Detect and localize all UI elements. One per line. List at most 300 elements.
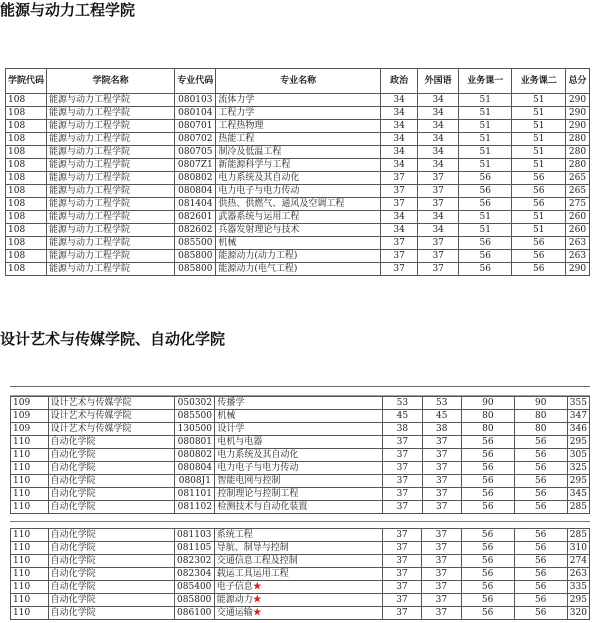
cell-text: 37 <box>435 595 448 605</box>
cell-text: 34 <box>432 160 444 170</box>
cell-major-name <box>214 555 382 568</box>
cell-text: 56 <box>479 251 491 261</box>
cell-text: 能源与动力工程学院 <box>49 199 131 209</box>
cell-total <box>565 198 589 211</box>
cell-college-code <box>6 224 47 237</box>
cell-college-name <box>47 211 175 224</box>
cell-college-code <box>11 594 49 607</box>
cell-text: 56 <box>534 530 547 540</box>
cell-politics <box>380 263 417 276</box>
table-row <box>11 488 590 501</box>
cell-text: 制冷及低温工程 <box>218 147 282 157</box>
cell-text: 110 <box>13 463 31 473</box>
cell-text: 110 <box>13 502 31 512</box>
cell-major-code <box>174 555 214 568</box>
cell-text: 34 <box>432 147 444 157</box>
cell-course-one <box>461 475 514 488</box>
cell-major-code <box>174 581 214 594</box>
cell-college-code <box>11 449 49 462</box>
cell-major-name <box>215 449 383 462</box>
cell-major-code <box>175 263 216 276</box>
cell-text: 295 <box>569 595 587 605</box>
cell-course-one <box>459 94 512 107</box>
cell-major-name <box>216 237 381 250</box>
cell-text: 56 <box>535 489 547 499</box>
cell-text: 34 <box>393 134 405 144</box>
cell-major-code <box>174 607 214 620</box>
cell-text: 能源与动力工程学院 <box>49 147 131 157</box>
cell-text: 56 <box>535 476 547 486</box>
cell-foreign-language <box>422 594 461 607</box>
cell-course-two <box>512 172 565 185</box>
cell-text: 37 <box>396 608 408 618</box>
table-row <box>11 462 590 475</box>
cell-text: 机械 <box>217 411 236 421</box>
cell-text: 能源与动力工程学院 <box>49 134 131 144</box>
cell-text: 80 <box>535 411 547 421</box>
cell-text: 能源动力(电气工程) <box>218 264 298 274</box>
cell-text: 110 <box>13 543 31 553</box>
cell-text: 武器系统与运用工程 <box>218 212 300 222</box>
cell-foreign-language <box>422 568 461 581</box>
cell-foreign-language <box>422 423 461 436</box>
cell-college-code <box>6 94 47 107</box>
cell-total <box>565 211 589 224</box>
cell-text: 53 <box>396 398 409 408</box>
table-row <box>11 436 590 449</box>
cell-politics <box>382 529 421 542</box>
cell-text: 275 <box>568 199 587 209</box>
cell-college-code <box>6 172 47 185</box>
cell-text: 56 <box>482 502 494 512</box>
table-row <box>6 159 590 172</box>
table-row <box>6 107 590 120</box>
cell-text: 0807Z1 <box>177 160 213 170</box>
cell-text: 081101 <box>177 489 213 499</box>
cell-college-code <box>11 410 49 423</box>
table-row <box>11 594 590 607</box>
cell-college-code <box>11 488 49 501</box>
cell-major-name <box>216 107 381 120</box>
cell-text: 检测技术与自动化装置 <box>217 502 308 512</box>
cell-foreign-language <box>422 410 461 423</box>
cell-politics <box>383 488 422 501</box>
cell-text: 34 <box>432 121 444 131</box>
cell-college-name <box>48 555 174 568</box>
header-major-code: 专业代码 <box>175 69 216 94</box>
cell-text: 自动化学院 <box>50 582 96 592</box>
cell-text: 109 <box>13 411 31 421</box>
table-header-row <box>6 69 590 94</box>
cell-text: 108 <box>8 251 26 261</box>
table-row <box>11 410 590 423</box>
cell-text: 51 <box>533 95 545 105</box>
table-row <box>6 211 590 224</box>
cell-college-name <box>48 462 175 475</box>
cell-text: 260 <box>568 212 587 222</box>
cell-text: 56 <box>479 264 491 274</box>
cell-foreign-language <box>422 436 461 449</box>
cell-major-code <box>175 237 216 250</box>
cell-text: 050302 <box>177 398 213 408</box>
cell-major-name <box>216 133 381 146</box>
star-icon: ★ <box>252 595 262 605</box>
cell-course-one <box>459 107 512 120</box>
cell-college-code <box>11 542 49 555</box>
cell-college-code <box>11 462 49 475</box>
cell-text: 56 <box>533 238 545 248</box>
cell-text: 085400 <box>177 582 212 592</box>
header-college-name: 学院名称 <box>47 69 175 94</box>
cell-course-two <box>512 107 565 120</box>
cell-text: 控制理论与控制工程 <box>217 489 299 499</box>
cell-text: 能源与动力工程学院 <box>49 264 131 274</box>
cell-politics <box>380 107 417 120</box>
header-college-code: 学院代码 <box>6 69 47 94</box>
cell-course-two <box>514 542 567 555</box>
cell-text: 交通运输 <box>216 608 253 618</box>
cell-text: 51 <box>479 108 491 118</box>
cell-text: 56 <box>535 502 547 512</box>
table-row <box>6 172 590 185</box>
cell-text: 108 <box>8 95 26 105</box>
cell-foreign-language <box>418 159 459 172</box>
cell-text: 51 <box>479 212 491 222</box>
cell-foreign-language <box>418 146 459 159</box>
cell-major-name <box>214 568 382 581</box>
cell-text: 热能工程 <box>218 134 255 144</box>
cell-text: 电力电子与电力传动 <box>217 463 299 473</box>
cell-college-name <box>48 542 174 555</box>
cell-foreign-language <box>422 501 461 514</box>
cell-college-name <box>47 198 175 211</box>
cell-major-code <box>175 436 215 449</box>
cell-course-two <box>512 198 565 211</box>
cell-major-name <box>216 263 381 276</box>
cell-college-name <box>47 120 175 133</box>
cell-course-one <box>459 133 512 146</box>
cell-college-name <box>48 397 175 410</box>
cell-college-name <box>48 529 174 542</box>
table-row <box>6 224 590 237</box>
cell-foreign-language <box>418 211 459 224</box>
cell-text: 80 <box>482 424 494 434</box>
cell-text: 265 <box>568 173 587 183</box>
cell-total <box>565 94 589 107</box>
cell-text: 80 <box>482 411 494 421</box>
table-row <box>6 120 590 133</box>
cell-text: 56 <box>535 437 547 447</box>
cell-text: 108 <box>8 186 26 196</box>
cell-college-name <box>47 172 175 185</box>
cell-text: 082602 <box>178 225 213 235</box>
cell-course-one <box>459 224 512 237</box>
cell-text: 新能源科学与工程 <box>218 160 291 170</box>
cell-college-code <box>6 133 47 146</box>
header-course-one: 业务课一 <box>459 69 512 94</box>
cell-text: 45 <box>396 411 409 421</box>
cell-course-two <box>514 475 567 488</box>
cell-politics <box>380 146 417 159</box>
cell-course-one <box>459 159 512 172</box>
cell-text: 37 <box>393 173 405 183</box>
cell-text: 080103 <box>178 95 213 105</box>
cell-text: 081103 <box>177 530 212 540</box>
cell-politics <box>380 198 417 211</box>
cell-course-one <box>461 436 514 449</box>
cell-course-one <box>459 250 512 263</box>
cell-text: 081105 <box>177 543 212 553</box>
cell-text: 自动化学院 <box>50 476 96 486</box>
cell-total <box>565 133 589 146</box>
cell-text: 34 <box>432 108 444 118</box>
cell-text: 085500 <box>177 411 213 421</box>
cell-text: 110 <box>13 608 31 618</box>
cell-major-code <box>175 410 215 423</box>
cell-text: 37 <box>435 608 448 618</box>
cell-text: 56 <box>482 476 494 486</box>
cell-text: 传播学 <box>217 398 245 408</box>
cell-politics <box>380 133 417 146</box>
cell-politics <box>382 555 421 568</box>
cell-course-two <box>514 462 567 475</box>
cell-total <box>565 237 589 250</box>
cell-text: 51 <box>479 225 491 235</box>
cell-text: 34 <box>393 225 405 235</box>
cell-text: 56 <box>479 186 491 196</box>
cell-text: 载运工具运用工程 <box>216 569 289 579</box>
cell-text: 设计艺术与传媒学院 <box>50 424 132 434</box>
cell-text: 电力系统及其自动化 <box>217 450 299 460</box>
cell-total <box>565 263 589 276</box>
cell-total <box>565 172 589 185</box>
cell-text: 37 <box>393 238 405 248</box>
cell-text: 37 <box>393 264 405 274</box>
cell-foreign-language <box>422 555 461 568</box>
cell-major-code <box>174 568 214 581</box>
cell-major-name <box>214 529 382 542</box>
cell-text: 51 <box>533 225 545 235</box>
cell-major-code <box>175 501 215 514</box>
cell-major-name <box>216 146 381 159</box>
cell-text: 34 <box>393 121 405 131</box>
cell-politics <box>380 94 417 107</box>
cell-text: 电力电子与电力传动 <box>218 186 300 196</box>
cell-politics <box>382 581 421 594</box>
cell-text: 37 <box>435 569 448 579</box>
cell-text: 108 <box>8 160 26 170</box>
cell-course-one <box>461 423 514 436</box>
cell-course-two <box>512 263 565 276</box>
cell-text: 智能电网与控制 <box>217 476 281 486</box>
cell-text: 56 <box>534 543 547 553</box>
cell-text: 能源与动力工程学院 <box>49 173 131 183</box>
table-row <box>6 185 590 198</box>
cell-politics <box>383 449 422 462</box>
cell-text: 108 <box>8 173 26 183</box>
cell-college-name <box>47 263 175 276</box>
cell-major-name <box>215 475 383 488</box>
cell-politics <box>380 224 417 237</box>
cell-text: 56 <box>534 556 547 566</box>
cell-text: 56 <box>533 186 545 196</box>
cell-text: 080802 <box>178 173 213 183</box>
cell-text: 51 <box>479 134 491 144</box>
cell-foreign-language <box>422 449 461 462</box>
cell-text: 37 <box>435 437 448 447</box>
cell-text: 51 <box>533 134 545 144</box>
cell-major-name <box>216 198 381 211</box>
cell-course-one <box>461 594 514 607</box>
cell-text: 081102 <box>177 502 213 512</box>
cell-text: 56 <box>533 173 545 183</box>
cell-foreign-language <box>418 120 459 133</box>
cell-college-code <box>11 529 49 542</box>
cell-course-two <box>514 581 567 594</box>
cell-text: 设计艺术与传媒学院 <box>50 398 132 408</box>
cell-text: 电力系统及其自动化 <box>218 173 300 183</box>
cell-text: 305 <box>569 450 587 460</box>
cell-course-one <box>459 263 512 276</box>
cell-text: 56 <box>534 569 547 579</box>
cell-text: 自动化学院 <box>50 450 96 460</box>
cell-politics <box>383 436 422 449</box>
cell-text: 交通信息工程及控制 <box>216 556 298 566</box>
cell-text: 56 <box>481 608 494 618</box>
cell-text: 108 <box>8 225 26 235</box>
cell-text: 335 <box>569 582 587 592</box>
cell-foreign-language <box>418 172 459 185</box>
cell-course-one <box>461 555 514 568</box>
cell-text: 37 <box>396 556 408 566</box>
cell-total <box>567 501 589 514</box>
cell-politics <box>380 211 417 224</box>
cell-foreign-language <box>418 224 459 237</box>
table-row <box>11 501 590 514</box>
table-row <box>11 568 590 581</box>
cell-major-name <box>215 423 383 436</box>
cell-text: 0808J1 <box>178 476 211 486</box>
cell-text: 37 <box>435 450 448 460</box>
cell-text: 34 <box>432 225 444 235</box>
cell-course-one <box>459 185 512 198</box>
cell-college-name <box>48 594 174 607</box>
cell-total <box>567 529 589 542</box>
cell-major-name <box>216 94 381 107</box>
cell-text: 37 <box>432 264 444 274</box>
cell-total <box>567 555 589 568</box>
cell-text: 108 <box>8 108 26 118</box>
cell-foreign-language <box>418 237 459 250</box>
cell-text: 56 <box>482 437 494 447</box>
cell-total <box>567 488 589 501</box>
cell-major-code <box>175 250 216 263</box>
table-row <box>11 581 590 594</box>
cell-total <box>565 120 589 133</box>
cell-text: 51 <box>533 147 545 157</box>
cell-course-two <box>514 397 567 410</box>
cell-major-name <box>215 436 383 449</box>
cell-course-one <box>459 198 512 211</box>
cell-course-two <box>514 555 567 568</box>
cell-text: 37 <box>435 543 448 553</box>
cell-course-one <box>459 120 512 133</box>
cell-text: 34 <box>393 160 405 170</box>
cell-text: 90 <box>535 398 547 408</box>
cell-college-name <box>48 607 174 620</box>
cell-major-name <box>215 397 383 410</box>
cell-college-code <box>11 397 49 410</box>
cell-text: 108 <box>8 121 26 131</box>
cell-major-name <box>214 607 382 620</box>
cell-foreign-language <box>422 488 461 501</box>
cell-text: 56 <box>479 199 491 209</box>
cell-text: 082302 <box>177 556 212 566</box>
cell-course-one <box>459 146 512 159</box>
cell-text: 082601 <box>178 212 213 222</box>
cell-text: 自动化学院 <box>50 595 96 605</box>
cell-text: 080804 <box>178 186 213 196</box>
cell-major-code <box>175 211 216 224</box>
cell-college-name <box>47 250 175 263</box>
cell-college-name <box>48 568 174 581</box>
cell-college-code <box>11 581 49 594</box>
cell-text: 280 <box>568 160 587 170</box>
cell-major-name <box>216 159 381 172</box>
cell-text: 085800 <box>178 264 213 274</box>
cell-text: 56 <box>535 463 547 473</box>
cell-foreign-language <box>418 185 459 198</box>
cell-politics <box>380 120 417 133</box>
cell-text: 080705 <box>178 147 213 157</box>
cell-text: 080104 <box>178 108 213 118</box>
cell-text: 37 <box>396 502 409 512</box>
cell-course-two <box>514 449 567 462</box>
cell-text: 流体力学 <box>218 95 255 105</box>
cell-college-name <box>48 436 175 449</box>
cell-text: 110 <box>13 595 31 605</box>
cell-major-code <box>175 172 216 185</box>
header-politics: 政治 <box>380 69 417 94</box>
cell-text: 37 <box>396 530 408 540</box>
star-icon: ★ <box>252 582 262 592</box>
cell-foreign-language <box>422 529 461 542</box>
cell-text: 080802 <box>177 450 213 460</box>
cell-text: 电子信息 <box>216 582 253 592</box>
cell-text: 56 <box>534 608 547 618</box>
cell-text: 085800 <box>178 251 213 261</box>
cell-college-code <box>11 607 49 620</box>
cell-major-code <box>175 120 216 133</box>
cell-course-one <box>461 410 514 423</box>
cell-foreign-language <box>422 397 461 410</box>
score-table-automation-cont <box>10 528 590 620</box>
cell-text: 34 <box>393 95 405 105</box>
cell-college-code <box>11 475 49 488</box>
cell-text: 56 <box>482 489 494 499</box>
cell-text: 能源动力(动力工程) <box>218 251 298 261</box>
cell-politics <box>380 237 417 250</box>
cell-text: 110 <box>13 530 31 540</box>
cell-text: 345 <box>569 489 587 499</box>
cell-text: 37 <box>435 530 448 540</box>
cell-text: 工程力学 <box>218 108 255 118</box>
cell-foreign-language <box>418 133 459 146</box>
cell-total <box>565 224 589 237</box>
cell-text: 130500 <box>177 424 213 434</box>
cell-major-name <box>216 250 381 263</box>
cell-college-name <box>47 159 175 172</box>
